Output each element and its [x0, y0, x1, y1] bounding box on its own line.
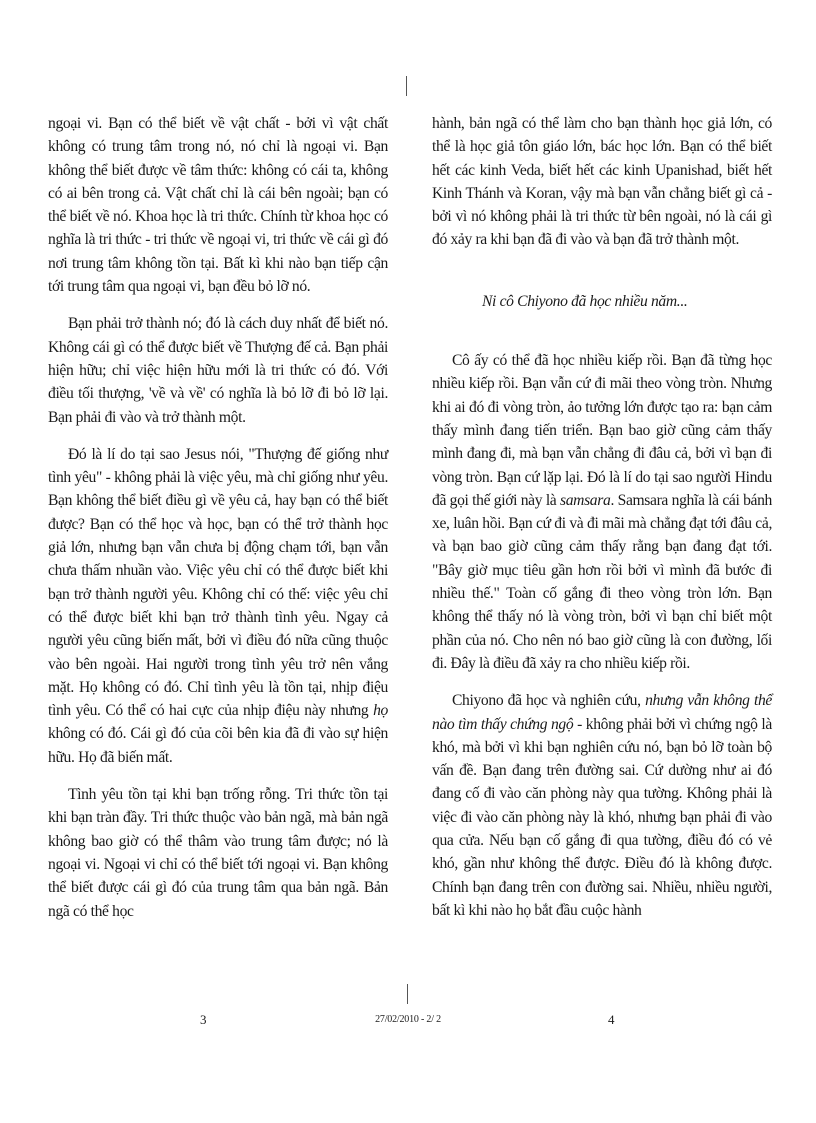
left-paragraph-1: ngoại vi. Bạn có thể biết về vật chất - bởi vì vật chất không có trung tâm trong nó, nó chỉ là ngoại vi. Bạn không thể biết được về tâm thức: không có cái ta, không có ai bên trong cả. Vật chất chỉ là cái bên ngoài; bạn có thể biết về nó. Khoa học là tri thức. Chính từ khoa học có nghĩa là tri thức - tri thức về ngoại vi, tri thức về cái gì đó nơi trung tâm không tồn tại. Bất kì khi nào bạn tiếp cận tới trung tâm qua ngoại vi, bạn đều bỏ lỡ nó.: [48, 115, 388, 296]
left-paragraph-2: Bạn phải trở thành nó; đó là cách duy nhất để biết nó. Không cái gì có thể được biết về Thượng đế cả. Bạn phải hiện hữu; chỉ việc hiện hữu mới là tri thức có đó. Với điều tối thượng, 'về và về' có nghĩa là bỏ lỡ đi bỏ lỡ lại. Bạn phải đi vào và trở thành một.: [48, 315, 388, 426]
left-paragraph-4: Tình yêu tồn tại khi bạn trống rỗng. Tri thức tồn tại khi bạn tràn đầy. Tri thức thuộc vào bản ngã, mà bản ngã không bao giờ có thể thâm vào trung tâm được; nó là ngoại vi. Ngoại vi chỉ có thể biết tới ngoại vi. Bạn không thể biết được cái gì đó của trung tâm qua bản ngã. Bản ngã có thể học: [48, 786, 388, 920]
right-paragraph-2-emphasis: samsara: [560, 491, 611, 509]
right-paragraph-3-text: Chiyono đã học và nghiên cứu,: [452, 692, 641, 710]
page-number-left: 3: [200, 1012, 207, 1027]
right-quote: Ni cô Chiyono đã học nhiều năm...: [482, 292, 688, 310]
right-paragraph-2-text: Cô ấy có thể đã học nhiều kiếp rồi. Bạn đã từng học nhiều kiếp rồi. Bạn vẫn cứ đi mãi theo vòng tròn. Nhưng khi ai đó đi vòng tròn, ảo tưởng lớn được tạo ra: bạn cảm thấy mình đang tiến triển. Bạn bao giờ cũng cảm thấy mình đang đi, mà bạn vẫn chẳng đi đâu cả, bởi vì bạn đi vòng tròn. Bạn cứ lặp lại. Đó là lí do tại sao người Hindu đã gọi thế giới này là: [432, 352, 772, 509]
right-page-column: [432, 112, 772, 936]
page-divider-top: [406, 76, 407, 96]
page-divider-bottom: [407, 984, 408, 1004]
right-paragraph-3: [432, 689, 772, 922]
right-paragraph-1: hành, bản ngã có thể làm cho bạn thành học giả lớn, có thể là học giả tôn giáo lớn, bác học lớn. Bạn có thể biết hết các kinh Veda, biết hết các kinh Upanishad, biết hết Kinh Thánh và Koran, vậy mà bạn vẫn chẳng biết gì cả - bởi vì nó không phải là tri thức từ bên ngoài, nó là cái gì đó xảy ra khi bạn đã đi vào và bạn đã trở thành một.: [432, 115, 772, 249]
page-number-right: 4: [608, 1012, 615, 1027]
left-page-column: [48, 112, 388, 937]
left-paragraph-3-tail: không có đó. Cái gì đó của cõi bên kia đã đi vào sự hiện hữu. Họ đã biến mất.: [48, 725, 388, 766]
right-paragraph-2: [432, 349, 772, 675]
right-paragraph-3-tail: - không phải bởi vì chứng ngộ là khó, mà bởi vì khi bạn nghiên cứu nó, bạn bỏ lỡ toàn bộ vấn đề. Bạn đang trên đường sai. Cứ dường như ai đó đang cố đi vào căn phòng này qua tường. Không phải là việc đi vào căn phòng này là khó, nhưng bạn phải đi vào qua cửa. Nếu bạn cố gắng đi qua tường, điều đó có vẻ khó, gần như không thể được. Điều đó là không được. Chính bạn đang trên con đường sai. Nhiều, nhiều người, bất kì khi nào họ bắt đầu cuộc hành: [432, 715, 772, 919]
left-paragraph-3-emphasis: họ: [373, 702, 388, 720]
print-stamp: 27/02/2010 - 2/ 2: [375, 1014, 441, 1025]
right-paragraph-2-tail: . Samsara nghĩa là cái bánh xe, luân hồi. Bạn cứ đi và đi mãi mà chẳng đạt tới đâu cả, và bạn bao giờ cũng cảm thấy rằng bạn đang đạt tới. "Bây giờ mục tiêu gần hơn rồi bởi vì mình đã bước đi nhiều thế." Toàn cố gắng đi theo vòng tròn lớn. Bạn không thể thấy nó là vòng tròn, bởi vì bạn chỉ biết một phần của nó. Cho nên nó bao giờ cũng là con đường, lối đi. Đây là điều đã xảy ra cho nhiều kiếp rồi.: [432, 491, 772, 672]
right-paragraph-3-emphasis: nhưng vẫn không thể nào tìm thấy chứng ngộ: [432, 692, 772, 733]
left-paragraph-3: [48, 443, 388, 769]
left-paragraph-3-text: Đó là lí do tại sao Jesus nói, "Thượng đế giống như tình yêu" - không phải là việc yêu, mà chỉ giống như yêu. Bạn không thể biết điều gì về yêu cả, hay bạn có thể biết được? Bạn có thể học và học, bạn có thể trở thành học giả lớn, nhưng bạn vẫn chưa bị động chạm tới, bạn vẫn chưa thấm nhuần vào. Việc yêu chỉ có thể được biết khi bạn trở thành người yêu. Không chỉ có thế: việc yêu chỉ có thể được biết khi bạn trở thành tình yêu. Ngay cả người yêu cũng biến mất, bởi vì điều đó nữa cũng thuộc vào bên ngoài. Hai người trong tình yêu trở nên vắng mặt. Họ không có đó. Chỉ tình yêu là tồn tại, nhịp điệu tình yêu. Có thể có hai cực của nhịp điệu này nhưng: [48, 445, 388, 720]
